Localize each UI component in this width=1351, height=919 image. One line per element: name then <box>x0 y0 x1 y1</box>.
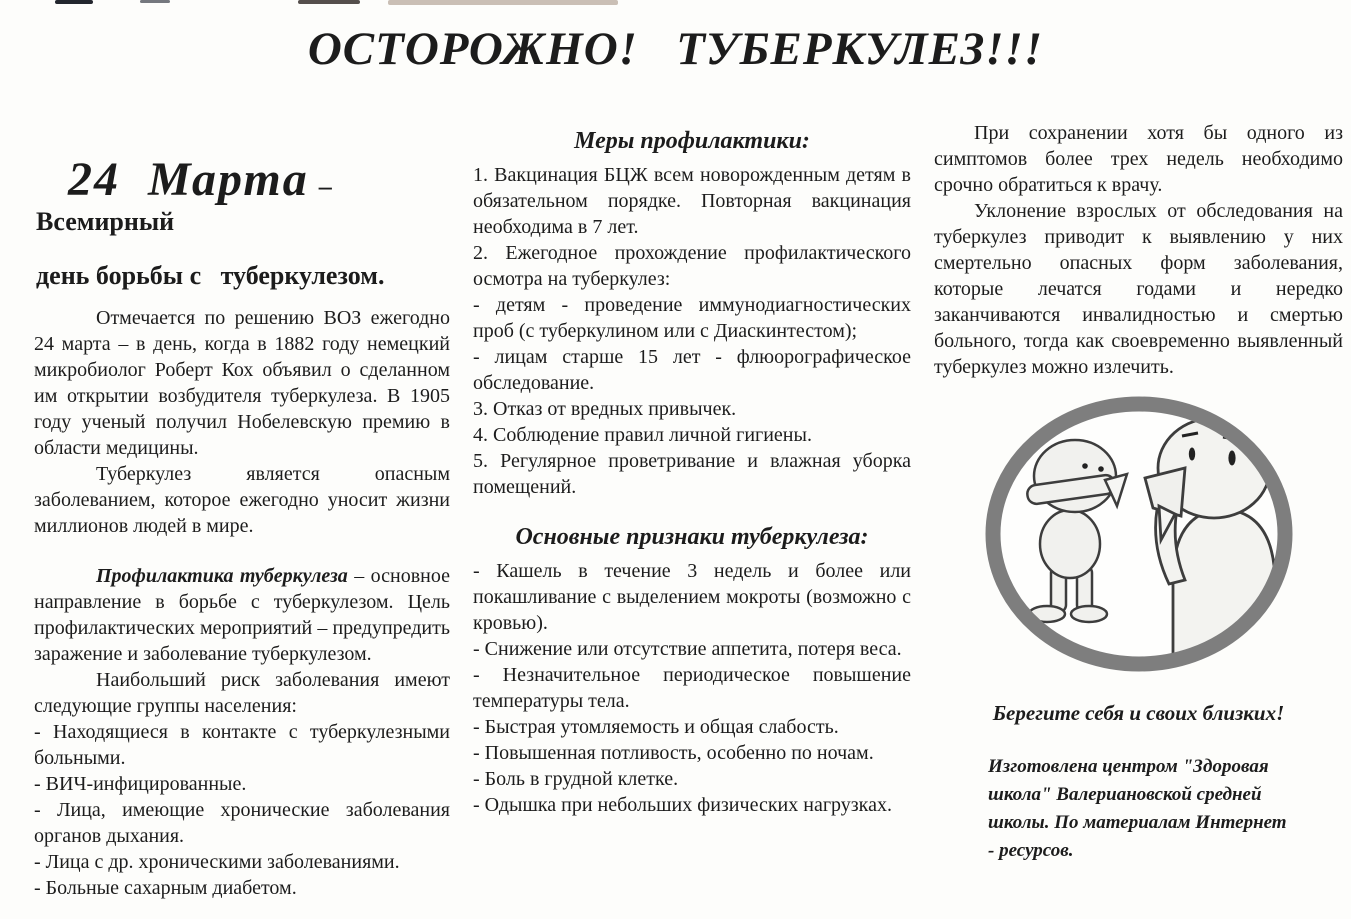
paragraph-prevention <box>34 563 450 667</box>
left-heading-line2: день борьбы с туберкулезом. <box>36 261 385 290</box>
slogan: Берегите себя и своих близких! <box>992 701 1285 725</box>
sign-item: - Снижение или отсутствие аппетита, потеря веса. <box>473 638 902 660</box>
risk-list-item: - Лица, имеющие хронические заболевания органов дыхания. <box>34 799 450 847</box>
signs-heading: Основные признаки туберкулеза: <box>515 524 869 550</box>
sign-item: - Незначительное периодическое повышение температуры тела. <box>473 664 911 712</box>
illustration-wrap <box>934 388 1343 691</box>
sign-item: - Повышенная потливость, особенно по ночам. <box>473 742 874 764</box>
measure-item: 3. Отказ от вредных привычек. <box>473 398 737 420</box>
measure-item: - лицам старше 15 лет - флюорографическое обследование. <box>473 346 911 394</box>
columns <box>34 120 1343 901</box>
risk-list-item: - Больные сахарным диабетом. <box>34 877 297 899</box>
measure-item: 2. Ежегодное прохождение профилактического осмотра на туберкулез: <box>473 242 911 290</box>
scan-artifact <box>388 0 618 5</box>
page-title: ОСТОРОЖНО! ТУБЕРКУЛЕЗ!!! <box>307 23 1044 75</box>
paragraph-avoidance: Уклонение взрослых от обследования на туберкулез приводит к выявлению у них смертельно опасных форм заболевания, которые лечатся годами и нередко заканчиваются инвалидностью и смертью больного, тогда как своевременно выявленный туберкулез можно излечить. <box>934 200 1343 378</box>
prevention-lead: Профилактика туберкулеза <box>96 565 348 587</box>
paragraph-risk-groups: Наибольший риск заболевания имеют следующие группы населения: <box>34 669 450 717</box>
sign-item: - Одышка при небольших физических нагрузках. <box>473 794 892 816</box>
paragraph-history: Отмечается по решению ВОЗ ежегодно 24 марта – в день, когда в 1882 году немецкий микробиолог Роберт Кох объявил о сделанном им открытии возбудителя туберкулеза. В 1905 году ученый получил Нобелевскую премию в области медицины. <box>34 307 450 459</box>
paragraph-danger: Туберкулез является опасным заболеванием, которое ежегодно уносит жизни миллионов людей в мире. <box>34 463 450 537</box>
paragraph-see-doctor: При сохранении хотя бы одного из симптомов более трех недель необходимо срочно обратиться к врачу. <box>934 122 1343 196</box>
left-column <box>34 120 450 901</box>
measures-heading: Меры профилактики: <box>574 128 810 154</box>
prevention-rest: – основное направление в борьбе с туберкулезом. Цель профилактических мероприятий – предупредить заражение и заболевание туберкулезом. <box>34 565 450 665</box>
middle-column <box>473 120 911 901</box>
scan-artifact <box>298 0 360 4</box>
sign-item: - Боль в грудной клетке. <box>473 768 679 790</box>
sign-item: - Кашель в течение 3 недель и более или покашливание с выделением мокроты (возможно с кровью). <box>473 560 911 634</box>
cough-etiquette-illustration <box>971 388 1307 686</box>
right-column <box>934 120 1343 901</box>
risk-list-item: - ВИЧ-инфицированные. <box>34 773 247 795</box>
heading-vsemirny: – Всемирный <box>36 172 339 236</box>
scan-artifact <box>55 0 93 4</box>
measure-item: 4. Соблюдение правил личной гигиены. <box>473 424 812 446</box>
risk-list-item: - Находящиеся в контакте с туберкулезными больными. <box>34 721 450 769</box>
scan-artifact <box>140 0 170 3</box>
measure-item: 5. Регулярное проветривание и влажная уборка помещений. <box>473 450 911 498</box>
heading-24-marta: 24 Марта <box>68 153 309 206</box>
left-heading-line1 <box>36 134 450 255</box>
risk-list-item: - Лица с др. хроническими заболеваниями. <box>34 851 400 873</box>
measure-item: - детям - проведение иммунодиагностических проб (с туберкулином или с Диаскинтестом); <box>473 294 911 342</box>
sign-item: - Быстрая утомляемость и общая слабость. <box>473 716 839 738</box>
measure-item: 1. Вакцинация БЦЖ всем новорожденным детям в обязательном порядке. Повторная вакцинация необходима в 7 лет. <box>473 164 911 238</box>
credit-note: Изготовлена центром "Здоровая школа" Валериановской средней школы. По материалам Интернет - ресурсов. <box>988 756 1287 861</box>
